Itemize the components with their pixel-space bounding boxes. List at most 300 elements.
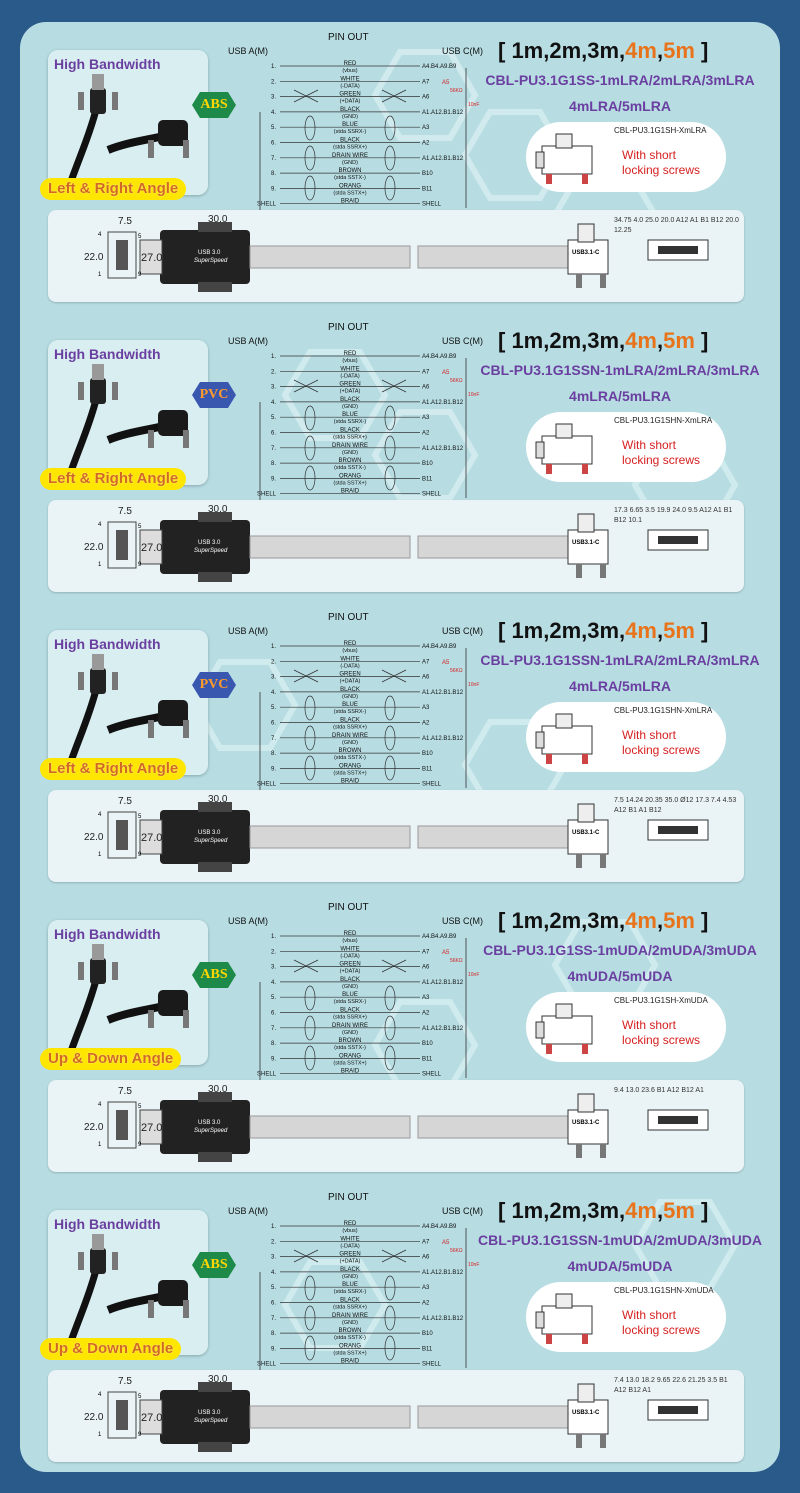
pinout-usb-c-pin: B10 bbox=[422, 171, 433, 178]
pinout-wire-color: BRAID bbox=[340, 488, 360, 495]
variant-connector-drawing bbox=[526, 412, 616, 482]
pinout-usb-c-pin: A1.A12.B1.B12 bbox=[422, 1315, 464, 1322]
plug-text-superspeed: SuperSpeed bbox=[194, 258, 228, 264]
pinout-pin-number: 8. bbox=[270, 1331, 276, 1338]
lengths-comma: , bbox=[656, 908, 664, 933]
lengths-comma: , bbox=[656, 328, 664, 353]
part-number-line1: CBL-PU3.1G1SS-1mLRA/2mLRA/3mLRA bbox=[485, 72, 755, 88]
pinout-pin-number: 9. bbox=[270, 766, 276, 773]
dimension-drawing bbox=[48, 500, 744, 592]
extra-dimensions: 34.75 4.0 25.0 20.0 A12 A1 B1 B12 20.0 12.25 bbox=[614, 217, 739, 234]
part-number-line1: CBL-PU3.1G1SSN-1mLRA/2mLRA/3mLRA bbox=[480, 652, 760, 668]
pinout-wire-signal: (stda SSTX-) bbox=[334, 175, 366, 182]
usbc-label: USB3.1-C bbox=[572, 1410, 600, 1416]
pinout-pin-number: 5. bbox=[270, 705, 276, 712]
short-screw-variant-inset bbox=[526, 702, 726, 772]
pinout-wire-color: BROWN bbox=[338, 168, 362, 175]
pin-label-5: 5 bbox=[138, 814, 142, 820]
lengths-comma: , bbox=[656, 618, 664, 643]
material-badge: ABS bbox=[192, 962, 236, 988]
pinout-wire-color: DRAIN WIRE bbox=[332, 442, 368, 449]
pinout-pin-number: 3. bbox=[270, 1254, 276, 1261]
product-photo-card bbox=[48, 1210, 208, 1355]
dim-7-5: 7.5 bbox=[118, 506, 132, 517]
pinout-wire-color: BLACK bbox=[340, 137, 360, 144]
pinout-wire-color: GREEN bbox=[339, 961, 361, 968]
length-5m: 5m bbox=[663, 1198, 695, 1223]
short-screw-note bbox=[622, 438, 722, 468]
short-screw-note-line1: With short bbox=[622, 438, 677, 452]
short-screw-note-line2: locking screws bbox=[622, 453, 701, 467]
pin-label-9: 9 bbox=[138, 852, 142, 858]
pinout-pin-number: 3. bbox=[270, 964, 276, 971]
short-screw-note bbox=[622, 1018, 722, 1048]
dim-27-0: 27.0 bbox=[141, 1122, 163, 1134]
cable-photo bbox=[48, 1210, 208, 1355]
pinout-wire-signal: (vbus) bbox=[342, 1228, 358, 1234]
pinout-usb-c-pin: A4.B4.A9.B9 bbox=[422, 64, 457, 70]
variant-part-code: CBL-PU3.1G1SH-XmLRA bbox=[614, 126, 707, 135]
pinout-pin-number: 2. bbox=[270, 1239, 276, 1246]
pinout-wire-color: BLACK bbox=[340, 1297, 360, 1304]
dim-27-0: 27.0 bbox=[141, 1412, 163, 1424]
pinout-wire-color: BLACK bbox=[340, 427, 360, 434]
pinout-wire-color: BRAID bbox=[340, 1068, 360, 1075]
pinout-wire-signal: (vbus) bbox=[342, 648, 358, 654]
pinout-wire-signal: (stda SSRX+) bbox=[333, 1014, 367, 1021]
pin-label-4: 4 bbox=[98, 1102, 102, 1108]
pinout-wire-signal: (stda SSRX+) bbox=[333, 144, 367, 151]
plug-text-superspeed: SuperSpeed bbox=[194, 1128, 228, 1134]
pinout-pin-number: 7. bbox=[270, 155, 276, 162]
pin-label-4: 4 bbox=[98, 812, 102, 818]
high-bandwidth-label: High Bandwidth bbox=[54, 1216, 161, 1232]
pinout-pin-number: 6. bbox=[270, 1300, 276, 1307]
pinout-usb-c-pin: A1.A12.B1.B12 bbox=[422, 735, 464, 742]
pinout-usb-c-pin: A6 bbox=[422, 94, 430, 101]
pinout-a5-label: A5 bbox=[442, 1240, 450, 1246]
pinout-diagram bbox=[210, 608, 500, 788]
pinout-wire-signal: (stda SSRX+) bbox=[333, 724, 367, 731]
pinout-usb-c-pin: A4.B4.A9.B9 bbox=[422, 354, 457, 360]
pinout-a5-label: A5 bbox=[442, 80, 450, 86]
pin-label-5: 5 bbox=[138, 234, 142, 240]
pinout-usb-c-pin: B11 bbox=[422, 1346, 433, 1353]
part-number-line2: 4mLRA/5mLRA bbox=[569, 98, 671, 114]
pinout-usb-c-pin: A3 bbox=[422, 415, 430, 422]
lengths-prefix: [ 1m,2m,3m, bbox=[498, 328, 626, 353]
pinout-diagram bbox=[210, 1188, 500, 1368]
extra-dimensions: 7.4 13.0 18.2 9.65 22.6 21.25 3.5 B1 A12 B12 A1 bbox=[614, 1377, 728, 1394]
dim-22-0: 22.0 bbox=[84, 832, 104, 843]
pinout-wire-color: BLUE bbox=[342, 412, 358, 419]
extra-dimensions: 9.4 13.0 23.6 B1 A12 B12 A1 bbox=[614, 1087, 704, 1094]
pinout-wire-color: DRAIN WIRE bbox=[332, 152, 368, 159]
dim-30-0: 30.0 bbox=[208, 1374, 228, 1385]
angle-type-badge: Left & Right Angle bbox=[40, 178, 186, 200]
pinout-usb-c-pin: A4.B4.A9.B9 bbox=[422, 644, 457, 650]
pinout-wire-color: WHITE bbox=[340, 656, 360, 663]
pinout-wire-color: RED bbox=[343, 641, 357, 647]
part-number-line1: CBL-PU3.1G1SSN-1mUDA/2mUDA/3mUDA bbox=[478, 1232, 762, 1248]
pinout-wire-color: BLUE bbox=[342, 122, 358, 129]
plug-text-usb3: USB 3.0 bbox=[198, 1120, 221, 1126]
pinout-usb-c-pin: SHELL bbox=[422, 1361, 442, 1368]
pinout-pin-number: 7. bbox=[270, 445, 276, 452]
dim-22-0: 22.0 bbox=[84, 542, 104, 553]
pinout-wire-signal: (stda SSTX+) bbox=[333, 480, 367, 487]
dimension-drawing bbox=[48, 210, 744, 302]
variant-connector-drawing bbox=[526, 1282, 616, 1352]
short-screw-note-line1: With short bbox=[622, 1018, 677, 1032]
cable-lengths bbox=[498, 618, 708, 644]
pinout-pin-number: 2. bbox=[270, 659, 276, 666]
pinout-wire-color: RED bbox=[343, 61, 357, 67]
pinout-pin-number: 8. bbox=[270, 751, 276, 758]
pinout-usb-c-pin: A4.B4.A9.B9 bbox=[422, 934, 457, 940]
pinout-pin-number: 7. bbox=[270, 1315, 276, 1322]
pinout-pin-number: 2. bbox=[270, 79, 276, 86]
pinout-title: PIN OUT bbox=[328, 1192, 369, 1203]
pinout-pin-number: 3. bbox=[270, 674, 276, 681]
dim-22-0: 22.0 bbox=[84, 1412, 104, 1423]
pinout-usb-c-pin: A7 bbox=[422, 949, 430, 956]
pin-label-5: 5 bbox=[138, 1394, 142, 1400]
pinout-usb-a-header: USB A(M) bbox=[228, 46, 269, 56]
pinout-pin-number: 5. bbox=[270, 1285, 276, 1292]
pinout-wire-color: GREEN bbox=[339, 381, 361, 388]
pinout-resistor-label: 56KΩ bbox=[450, 668, 463, 674]
pinout-usb-c-header: USB C(M) bbox=[442, 336, 483, 346]
short-screw-note-line2: locking screws bbox=[622, 1323, 701, 1337]
pinout-wire-signal: (-DATA) bbox=[340, 373, 360, 380]
catalog-sheet bbox=[20, 22, 780, 1472]
pin-label-9: 9 bbox=[138, 562, 142, 568]
pinout-wire-color: DRAIN WIRE bbox=[332, 1022, 368, 1029]
pinout-wire-signal: (GND) bbox=[342, 159, 358, 166]
pinout-wire-signal: (GND) bbox=[342, 449, 358, 456]
pinout-pin-number: 6. bbox=[270, 1010, 276, 1017]
pinout-usb-c-pin: A1.A12.B1.B12 bbox=[422, 1025, 464, 1032]
material-badge: PVC bbox=[192, 382, 236, 408]
pinout-resistor-label: 56KΩ bbox=[450, 1248, 463, 1254]
pinout-wire-color: BLACK bbox=[340, 717, 360, 724]
pinout-usb-c-pin: A2 bbox=[422, 430, 430, 437]
pinout-resistor-label: 56KΩ bbox=[450, 378, 463, 384]
dim-30-0: 30.0 bbox=[208, 214, 228, 225]
pin-label-5: 5 bbox=[138, 1104, 142, 1110]
pin-label-4: 4 bbox=[98, 232, 102, 238]
pinout-usb-c-pin: A2 bbox=[422, 140, 430, 147]
pin-label-1: 1 bbox=[98, 1142, 102, 1148]
pinout-pin-number: 1. bbox=[270, 644, 276, 650]
pinout-usb-c-pin: A6 bbox=[422, 384, 430, 391]
dim-27-0: 27.0 bbox=[141, 542, 163, 554]
short-screw-note-line1: With short bbox=[622, 148, 677, 162]
pinout-capacitor-label: 10nF bbox=[468, 392, 480, 398]
lengths-suffix: ] bbox=[694, 328, 709, 353]
high-bandwidth-label: High Bandwidth bbox=[54, 56, 161, 72]
pinout-pin-number: 2. bbox=[270, 949, 276, 956]
pinout-wire-signal: (+DATA) bbox=[339, 1258, 361, 1265]
pinout-wire-signal: (vbus) bbox=[342, 938, 358, 944]
dimension-drawing bbox=[48, 1080, 744, 1172]
pinout-usb-c-pin: A2 bbox=[422, 1300, 430, 1307]
pinout-wire-signal: (+DATA) bbox=[339, 388, 361, 395]
pinout-pin-number: 7. bbox=[270, 1025, 276, 1032]
lengths-suffix: ] bbox=[694, 38, 709, 63]
pinout-wire-signal: (GND) bbox=[342, 113, 358, 120]
pinout-title: PIN OUT bbox=[328, 322, 369, 333]
pin-label-9: 9 bbox=[138, 1142, 142, 1148]
pinout-wire-color: WHITE bbox=[340, 946, 360, 953]
pinout-pin-number: 1. bbox=[270, 934, 276, 940]
plug-text-superspeed: SuperSpeed bbox=[194, 548, 228, 554]
pinout-wire-color: BROWN bbox=[338, 1038, 362, 1045]
pinout-usb-c-pin: A7 bbox=[422, 369, 430, 376]
pinout-pin-number: 3. bbox=[270, 94, 276, 101]
pinout-pin-number: 7. bbox=[270, 735, 276, 742]
pinout-capacitor-label: 10nF bbox=[468, 1262, 480, 1268]
pinout-wire-color: BLACK bbox=[340, 1266, 360, 1273]
part-number-line2: 4mUDA/5mUDA bbox=[567, 1258, 673, 1274]
pinout-usb-c-pin: B11 bbox=[422, 766, 433, 773]
pinout-pin-number: 9. bbox=[270, 186, 276, 193]
pinout-usb-c-pin: A1.A12.B1.B12 bbox=[422, 979, 464, 986]
pinout-wire-signal: (stda SSTX+) bbox=[333, 1060, 367, 1067]
pinout-pin-number: 8. bbox=[270, 461, 276, 468]
pinout-wire-signal: (GND) bbox=[342, 693, 358, 700]
pinout-a5-label: A5 bbox=[442, 660, 450, 666]
pinout-pin-number: 9. bbox=[270, 476, 276, 483]
lengths-suffix: ] bbox=[694, 908, 709, 933]
pinout-diagram bbox=[210, 898, 500, 1078]
pinout-pin-number: 9. bbox=[270, 1346, 276, 1353]
pinout-usb-c-pin: A3 bbox=[422, 1285, 430, 1292]
cable-photo bbox=[48, 340, 208, 485]
pinout-usb-c-header: USB C(M) bbox=[442, 1206, 483, 1216]
pinout-wire-signal: (stda SSTX+) bbox=[333, 190, 367, 197]
pinout-wire-signal: (GND) bbox=[342, 983, 358, 990]
pinout-usb-c-pin: B10 bbox=[422, 461, 433, 468]
cable-lengths bbox=[498, 1198, 708, 1224]
pinout-title: PIN OUT bbox=[328, 32, 369, 43]
pinout-usb-c-pin: B10 bbox=[422, 1331, 433, 1338]
short-screw-note bbox=[622, 1308, 722, 1338]
short-screw-note-line1: With short bbox=[622, 728, 677, 742]
pinout-usb-c-pin: B11 bbox=[422, 186, 433, 193]
pinout-wire-color: BRAID bbox=[340, 778, 360, 785]
pinout-usb-c-pin: A6 bbox=[422, 964, 430, 971]
cable-photo bbox=[48, 920, 208, 1065]
pinout-usb-c-pin: B10 bbox=[422, 751, 433, 758]
part-number-line1: CBL-PU3.1G1SS-1mUDA/2mUDA/3mUDA bbox=[483, 942, 757, 958]
cable-photo bbox=[48, 50, 208, 195]
cable-lengths bbox=[498, 908, 708, 934]
pinout-wire-signal: (-DATA) bbox=[340, 1243, 360, 1250]
pinout-usb-c-pin: A3 bbox=[422, 705, 430, 712]
dim-7-5: 7.5 bbox=[118, 1086, 132, 1097]
short-screw-variant-inset bbox=[526, 122, 726, 192]
lengths-prefix: [ 1m,2m,3m, bbox=[498, 618, 626, 643]
pinout-wire-color: ORANG bbox=[338, 1053, 362, 1060]
pinout-wire-signal: (stda SSTX-) bbox=[334, 755, 366, 762]
high-bandwidth-label: High Bandwidth bbox=[54, 346, 161, 362]
pinout-pin-number: 5. bbox=[270, 995, 276, 1002]
pinout-wire-color: BLACK bbox=[340, 106, 360, 113]
dimension-drawing bbox=[48, 790, 744, 882]
pinout-pin-number: 6. bbox=[270, 140, 276, 147]
pinout-pin-number: 3. bbox=[270, 384, 276, 391]
pinout-resistor-label: 56KΩ bbox=[450, 88, 463, 94]
usbc-label: USB3.1-C bbox=[572, 540, 600, 546]
pinout-pin-number: 4. bbox=[270, 1269, 276, 1276]
pin-label-4: 4 bbox=[98, 1392, 102, 1398]
pinout-usb-c-pin: A2 bbox=[422, 1010, 430, 1017]
plug-text-usb3: USB 3.0 bbox=[198, 830, 221, 836]
pinout-a5-label: A5 bbox=[442, 370, 450, 376]
variant-part-code: CBL-PU3.1G1SHN-XmLRA bbox=[614, 706, 713, 715]
lengths-suffix: ] bbox=[694, 1198, 709, 1223]
pinout-wire-signal: (stda SSTX-) bbox=[334, 1045, 366, 1052]
pinout-wire-signal: (GND) bbox=[342, 1273, 358, 1280]
pinout-wire-color: BLUE bbox=[342, 702, 358, 709]
short-screw-note-line2: locking screws bbox=[622, 163, 701, 177]
pinout-usb-c-pin: A4.B4.A9.B9 bbox=[422, 1224, 457, 1230]
product-photo-card bbox=[48, 920, 208, 1065]
pinout-usb-c-pin: A6 bbox=[422, 674, 430, 681]
lengths-prefix: [ 1m,2m,3m, bbox=[498, 38, 626, 63]
pinout-wire-signal: (GND) bbox=[342, 1319, 358, 1326]
pinout-pin-number: 4. bbox=[270, 109, 276, 116]
pinout-wire-color: GREEN bbox=[339, 671, 361, 678]
pin-label-9: 9 bbox=[138, 272, 142, 278]
angle-type-badge: Up & Down Angle bbox=[40, 1048, 181, 1070]
pinout-pin-number: SHELL bbox=[256, 1071, 276, 1078]
pinout-wire-signal: (stda SSRX-) bbox=[333, 999, 367, 1006]
pinout-usb-c-pin: A7 bbox=[422, 659, 430, 666]
pinout-wire-color: BLACK bbox=[340, 976, 360, 983]
product-photo-card bbox=[48, 340, 208, 485]
extra-dimensions: 17.3 6.65 3.5 19.9 24.0 9.5 A12 A1 B1 B12 10.1 bbox=[614, 507, 733, 524]
variant-connector-drawing bbox=[526, 992, 616, 1062]
length-5m: 5m bbox=[663, 38, 695, 63]
short-screw-note-line1: With short bbox=[622, 1308, 677, 1322]
high-bandwidth-label: High Bandwidth bbox=[54, 926, 161, 942]
pinout-pin-number: 1. bbox=[270, 64, 276, 70]
pinout-usb-c-pin: A1.A12.B1.B12 bbox=[422, 399, 464, 406]
pinout-wire-signal: (GND) bbox=[342, 1029, 358, 1036]
pinout-wire-color: ORANG bbox=[338, 1343, 362, 1350]
pinout-pin-number: SHELL bbox=[256, 1361, 276, 1368]
pin-label-5: 5 bbox=[138, 524, 142, 530]
pinout-usb-c-pin: SHELL bbox=[422, 781, 442, 788]
pinout-pin-number: 4. bbox=[270, 979, 276, 986]
pinout-wire-signal: (stda SSTX-) bbox=[334, 1335, 366, 1342]
pinout-wire-color: GREEN bbox=[339, 91, 361, 98]
pinout-wire-color: BRAID bbox=[340, 1358, 360, 1365]
pinout-pin-number: 2. bbox=[270, 369, 276, 376]
pinout-wire-signal: (-DATA) bbox=[340, 953, 360, 960]
pinout-wire-color: BLACK bbox=[340, 1007, 360, 1014]
lengths-prefix: [ 1m,2m,3m, bbox=[498, 1198, 626, 1223]
plug-text-usb3: USB 3.0 bbox=[198, 1410, 221, 1416]
pinout-title: PIN OUT bbox=[328, 902, 369, 913]
pin-label-1: 1 bbox=[98, 1432, 102, 1438]
short-screw-variant-inset bbox=[526, 1282, 726, 1352]
pinout-wire-signal: (-DATA) bbox=[340, 663, 360, 670]
pinout-usb-c-pin: A7 bbox=[422, 1239, 430, 1246]
pinout-wire-signal: (stda SSRX+) bbox=[333, 1304, 367, 1311]
part-number-line1: CBL-PU3.1G1SSN-1mLRA/2mLRA/3mLRA bbox=[480, 362, 760, 378]
pinout-usb-c-pin: A3 bbox=[422, 995, 430, 1002]
pinout-capacitor-label: 10nF bbox=[468, 972, 480, 978]
dim-30-0: 30.0 bbox=[208, 794, 228, 805]
pinout-wire-color: BROWN bbox=[338, 748, 362, 755]
pinout-pin-number: 4. bbox=[270, 689, 276, 696]
pinout-capacitor-label: 10nF bbox=[468, 682, 480, 688]
pinout-usb-c-header: USB C(M) bbox=[442, 916, 483, 926]
short-screw-note bbox=[622, 148, 722, 178]
short-screw-note bbox=[622, 728, 722, 758]
angle-type-badge: Up & Down Angle bbox=[40, 1338, 181, 1360]
pinout-wire-signal: (stda SSRX-) bbox=[333, 709, 367, 716]
short-screw-note-line2: locking screws bbox=[622, 1033, 701, 1047]
usbc-label: USB3.1-C bbox=[572, 830, 600, 836]
pinout-usb-a-header: USB A(M) bbox=[228, 336, 269, 346]
angle-type-badge: Left & Right Angle bbox=[40, 468, 186, 490]
pinout-wire-signal: (stda SSRX-) bbox=[333, 419, 367, 426]
cable-lengths bbox=[498, 328, 708, 354]
variant-connector-drawing bbox=[526, 702, 616, 772]
pinout-wire-color: RED bbox=[343, 931, 357, 937]
lengths-prefix: [ 1m,2m,3m, bbox=[498, 908, 626, 933]
pin-label-9: 9 bbox=[138, 1432, 142, 1438]
dim-7-5: 7.5 bbox=[118, 216, 132, 227]
pinout-usb-a-header: USB A(M) bbox=[228, 916, 269, 926]
pinout-usb-a-header: USB A(M) bbox=[228, 1206, 269, 1216]
cable-lengths bbox=[498, 38, 708, 64]
pin-label-1: 1 bbox=[98, 272, 102, 278]
pinout-pin-number: SHELL bbox=[256, 201, 276, 208]
length-5m: 5m bbox=[663, 908, 695, 933]
cable-photo bbox=[48, 630, 208, 775]
pinout-diagram bbox=[210, 318, 500, 498]
dimension-drawing bbox=[48, 1370, 744, 1462]
material-badge: PVC bbox=[192, 672, 236, 698]
usbc-label: USB3.1-C bbox=[572, 1120, 600, 1126]
pinout-wire-color: BRAID bbox=[340, 198, 360, 205]
pinout-usb-c-pin: A1.A12.B1.B12 bbox=[422, 1269, 464, 1276]
length-5m: 5m bbox=[663, 618, 695, 643]
pinout-wire-signal: (+DATA) bbox=[339, 98, 361, 105]
pinout-pin-number: 6. bbox=[270, 430, 276, 437]
pinout-pin-number: 1. bbox=[270, 1224, 276, 1230]
pinout-usb-c-pin: A1.A12.B1.B12 bbox=[422, 109, 464, 116]
part-number-line2: 4mLRA/5mLRA bbox=[569, 678, 671, 694]
length-4m: 4m bbox=[625, 1198, 657, 1223]
pinout-usb-c-pin: A1.A12.B1.B12 bbox=[422, 445, 464, 452]
dim-22-0: 22.0 bbox=[84, 1122, 104, 1133]
dim-27-0: 27.0 bbox=[141, 252, 163, 264]
pinout-usb-c-header: USB C(M) bbox=[442, 46, 483, 56]
pinout-wire-color: WHITE bbox=[340, 366, 360, 373]
pinout-usb-c-pin: SHELL bbox=[422, 491, 442, 498]
product-photo-card bbox=[48, 50, 208, 195]
extra-dimensions: 7.5 14.24 20.35 35.0 Ø12 17.3 7.4 4.53 A12 B1 A1 B12 bbox=[614, 797, 737, 814]
pinout-wire-signal: (vbus) bbox=[342, 358, 358, 364]
pinout-usb-c-pin: B11 bbox=[422, 1056, 433, 1063]
